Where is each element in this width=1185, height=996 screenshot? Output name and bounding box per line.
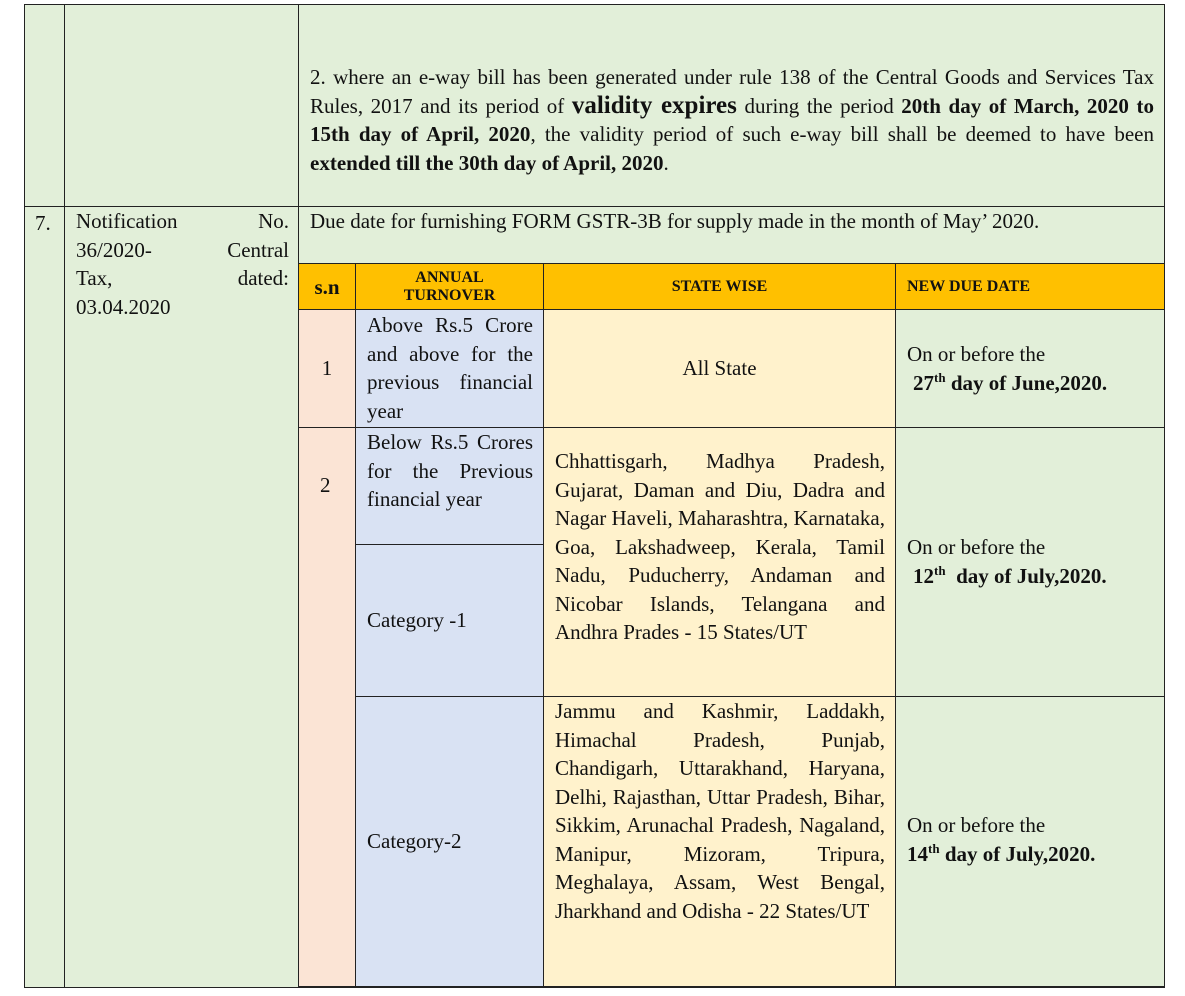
- row2-category1: [355, 544, 544, 697]
- notification-word: Notification: [76, 209, 178, 233]
- row2-due1-text: [907, 533, 1157, 590]
- gstr3b-intro: Due date for furnishing FORM GSTR-3B for supply made in the month of May’ 2020.: [310, 209, 1040, 233]
- notification-word: 36/2020-: [76, 237, 152, 262]
- due-rest: day of June,2020.: [945, 370, 1108, 395]
- extended-text: extended till the 30th day of April, 2020: [310, 150, 664, 175]
- row7-serial-cell: [24, 206, 65, 988]
- row2-turnover-text: Below Rs.5 Crores for the Previous financial year: [367, 430, 533, 511]
- due-suffix: th: [934, 369, 946, 385]
- header-state: [543, 263, 896, 310]
- notification-word: Tax,: [76, 266, 113, 290]
- due-prefix: On or before the: [907, 813, 1046, 837]
- header-due-label: NEW DUE DATE: [907, 277, 1030, 295]
- notification-date: 03.04.2020: [76, 294, 171, 319]
- due-day: 14: [907, 841, 928, 866]
- row1-due-text: [907, 340, 1157, 397]
- row2-state2: [543, 696, 896, 987]
- due-day: 12: [913, 563, 934, 588]
- prev-row-serial-cell: [24, 4, 65, 207]
- due-suffix: th: [928, 840, 940, 856]
- category2-label: Category-2: [367, 829, 462, 854]
- prev-row-content-cell: [298, 4, 1165, 207]
- row1-turnover-text: Above Rs.5 Crore and above for the previous financial year: [367, 313, 533, 423]
- header-sn-label: s.n: [314, 274, 340, 299]
- row2-due2: [895, 696, 1165, 987]
- row1-due: [895, 309, 1165, 428]
- notification-text: [76, 207, 289, 321]
- eway-bill-paragraph: [310, 63, 1154, 177]
- row1-sn: [298, 309, 356, 428]
- row2-due1: [895, 427, 1165, 697]
- paragraph-text: .: [663, 150, 669, 175]
- header-state-label: STATE WISE: [671, 277, 768, 295]
- period-text: 20th day of March, 2020 to 15th day of April, 2020: [310, 93, 1154, 146]
- due-rest: day of July,2020.: [939, 841, 1096, 866]
- due-prefix: On or before the: [907, 535, 1046, 559]
- header-turnover-label: ANNUAL TURNOVER: [403, 268, 496, 304]
- prev-row-notification-cell: [64, 4, 299, 207]
- row1-state: [543, 309, 896, 428]
- category1-label: Category -1: [367, 608, 467, 633]
- notification-word: dated:: [237, 266, 289, 290]
- paragraph-text: , the validity period of such e-way bill shall be deemed to have been: [530, 122, 1154, 146]
- due-rest: day of July,2020.: [945, 563, 1107, 588]
- category2-states: Jammu and Kashmir, Laddakh, Himachal Pradesh, Punjab, Chandigarh, Uttarakhand, Haryana, Delhi, Rajasthan, Uttar Pradesh, Bihar, Sikkim, Arunachal Pradesh, Nagaland, Manipur, Mizoram, Tripura, Meghalaya, Assam, West Bengal, Jharkhand and Odisha - 22 States/UT: [555, 699, 885, 923]
- row2-category2: [355, 696, 544, 987]
- row2-sn: [298, 427, 356, 987]
- notification-word: Central: [227, 237, 289, 262]
- row1-state-text: All State: [682, 356, 757, 381]
- paragraph-text: during the period: [736, 93, 902, 118]
- paragraph-text: 2. where an e-way bill has been generated under rule 138 of the Central Goods and Services Tax Rules, 2017 and its period of: [310, 65, 1154, 118]
- validity-expires-text: validity expires: [571, 91, 737, 119]
- row1-sn-value: 1: [321, 356, 333, 381]
- row2-due2-text: [907, 811, 1157, 868]
- row7-notification-cell: [64, 206, 299, 988]
- category1-states: Chhattisgarh, Madhya Pradesh, Gujarat, Daman and Diu, Dadra and Nagar Haveli, Maharashtra, Karnataka, Goa, Lakshadweep, Kerala, Tamil Nadu, Puducherry, Andaman and Nicobar Islands, Telangana and Andhra Prades - 15 States/UT: [555, 449, 886, 644]
- notification-word: No.: [258, 209, 289, 233]
- row2-sn-value: 2: [320, 473, 331, 497]
- row7-serial: 7.: [35, 211, 51, 235]
- due-day: 27: [913, 370, 934, 395]
- due-prefix: On or before the: [907, 342, 1046, 366]
- row2-turnover: [355, 427, 544, 545]
- header-due: [895, 263, 1165, 310]
- header-sn: [298, 263, 356, 310]
- header-turnover: [355, 263, 544, 310]
- due-suffix: th: [934, 562, 946, 578]
- row1-turnover: [355, 309, 544, 428]
- row2-state1: [543, 427, 896, 697]
